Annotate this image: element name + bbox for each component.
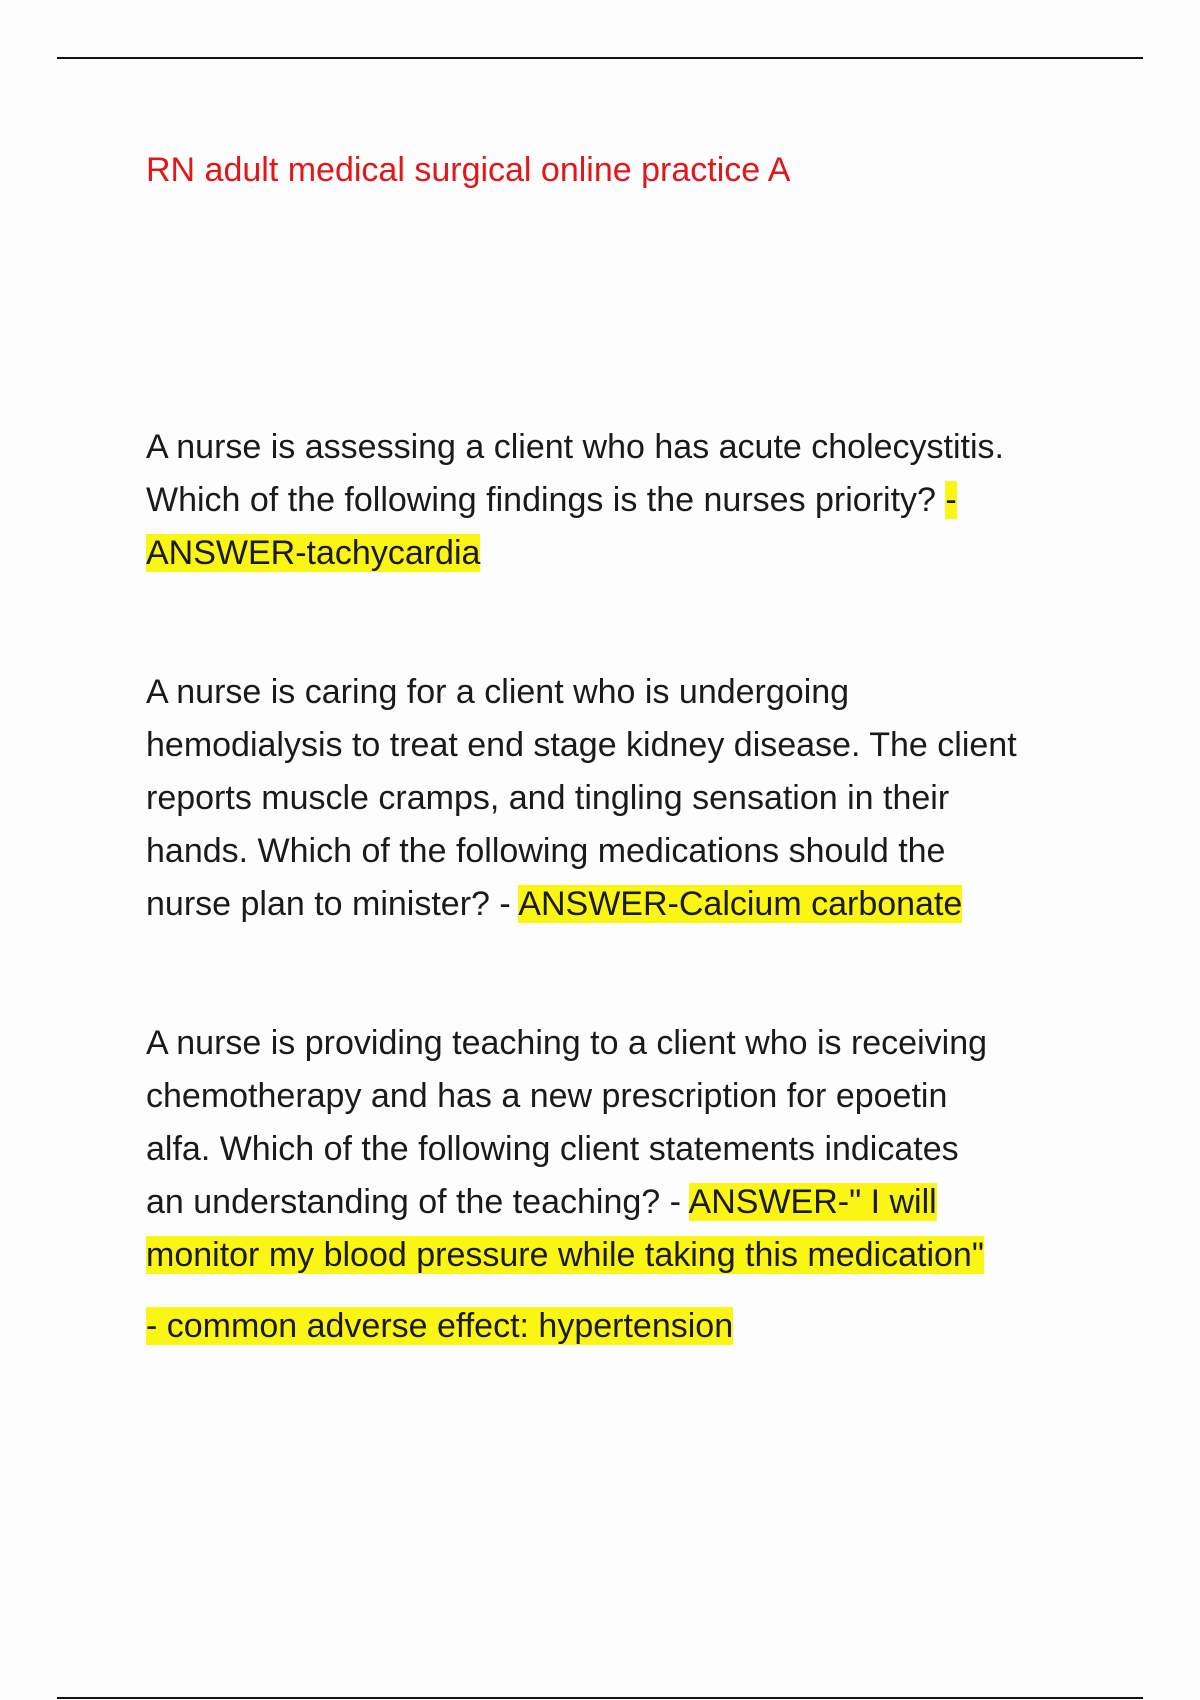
question-2-line-1: A nurse is caring for a client who is undergoing	[146, 673, 850, 711]
bottom-rule	[57, 1697, 1143, 1699]
question-3-line-4-text: an understanding of the teaching? -	[146, 1183, 689, 1221]
answer-3-note-line	[146, 1300, 733, 1353]
answer-3-note: - common adverse effect: hypertension	[146, 1307, 734, 1345]
question-1-line-2	[146, 474, 1086, 527]
question-2-line-4: hands. Which of the following medications should the	[146, 832, 946, 870]
question-block-3	[146, 1017, 1086, 1282]
question-3-line-1: A nurse is providing teaching to a client who is receiving	[146, 1024, 988, 1062]
question-1-line-2-text: Which of the following findings is the nurses priority?	[146, 481, 946, 519]
page-title: RN adult medical surgical online practice A	[146, 151, 791, 189]
question-2-line-2: hemodialysis to treat end stage kidney disease. The client	[146, 726, 1017, 764]
answer-1: ANSWER-tachycardia	[146, 534, 481, 572]
answer-1-dash: -	[945, 481, 957, 519]
answer-2: ANSWER-Calcium carbonate	[518, 885, 963, 923]
question-block-2	[146, 666, 1086, 931]
question-2-line-3: reports muscle cramps, and tingling sensation in their	[146, 779, 950, 817]
answer-3-part-1: ANSWER-" I will	[688, 1183, 937, 1221]
question-2-line-5	[146, 878, 1086, 931]
question-3-line-2: chemotherapy and has a new prescription for epoetin	[146, 1077, 948, 1115]
question-2-line-5-text: nurse plan to minister? -	[146, 885, 519, 923]
question-1-line-3	[146, 527, 1086, 580]
question-block-1	[146, 421, 1086, 580]
question-3-line-3: alfa. Which of the following client statements indicates	[146, 1130, 959, 1168]
answer-3-part-2: monitor my blood pressure while taking this medication"	[146, 1236, 984, 1274]
question-3-line-4	[146, 1176, 1086, 1229]
question-3-line-5	[146, 1229, 1086, 1282]
top-rule	[57, 57, 1143, 59]
question-1-line-1: A nurse is assessing a client who has acute cholecystitis.	[146, 428, 1004, 466]
